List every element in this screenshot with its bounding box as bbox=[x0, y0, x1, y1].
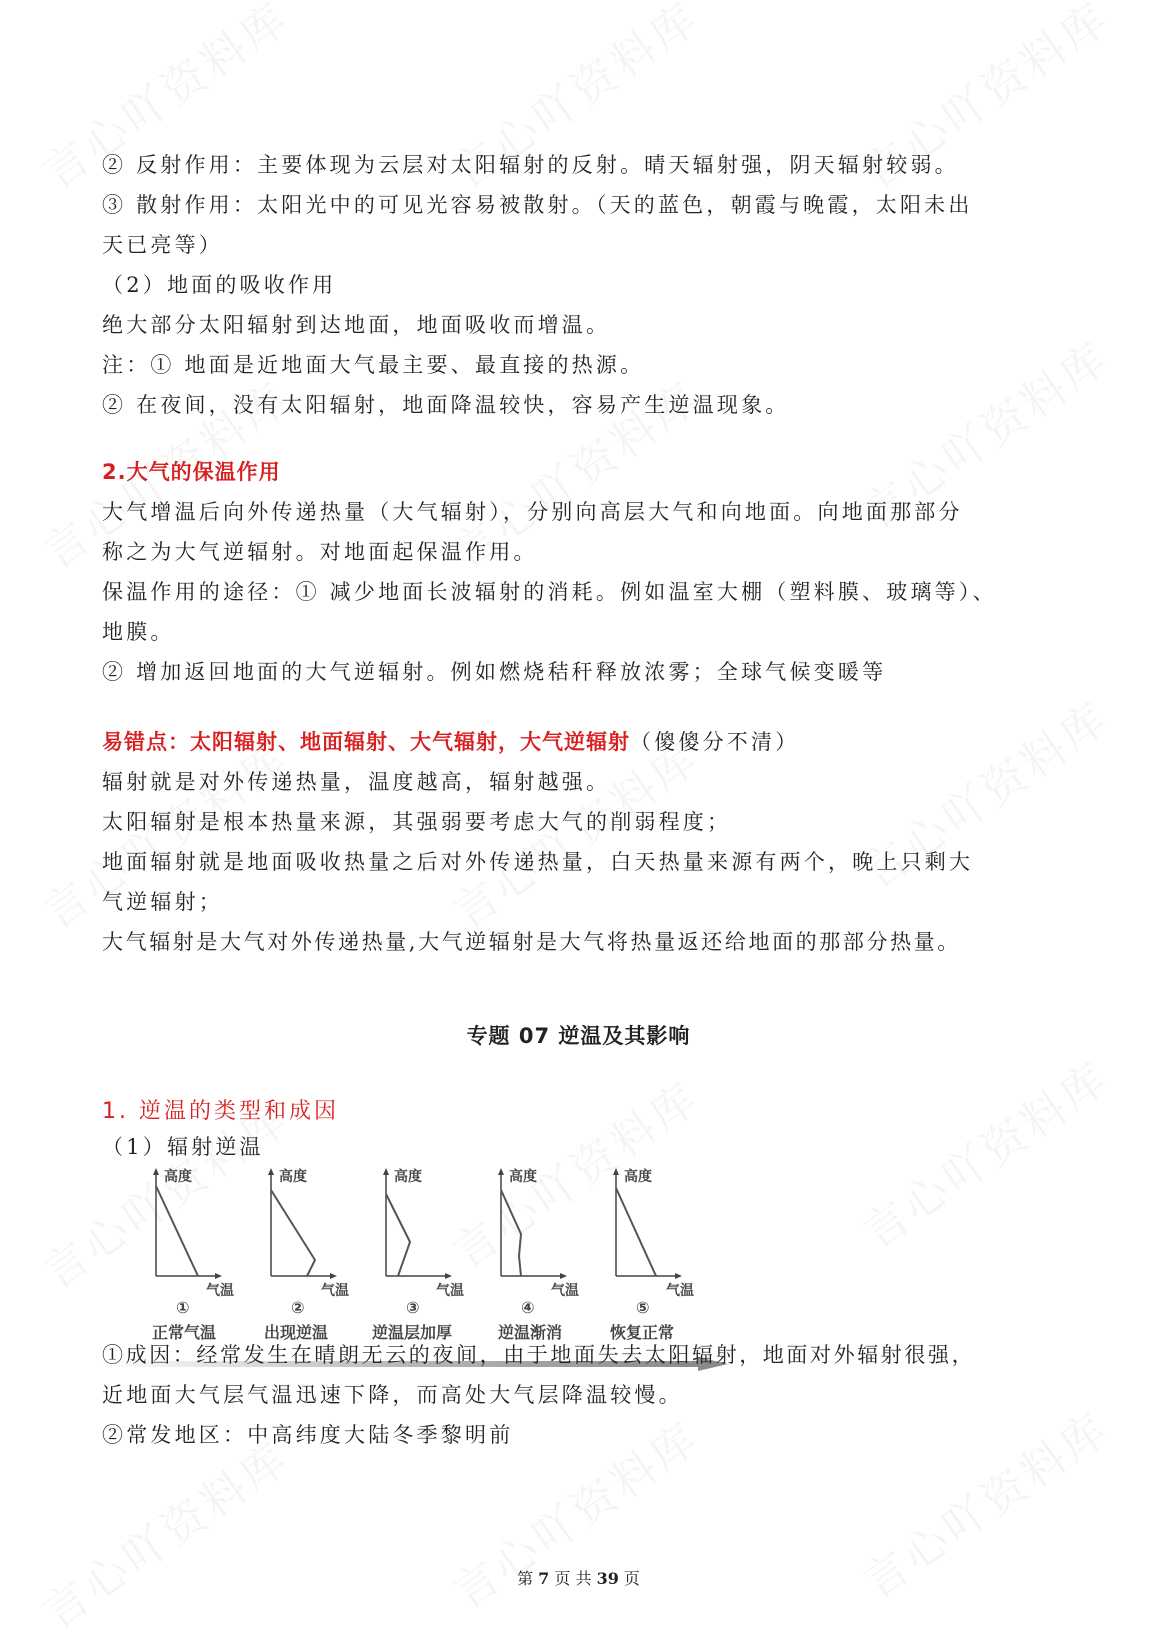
paragraph-reflection: ② 反射作用：主要体现为云层对太阳辐射的反射。晴天辐射强，阴天辐射较弱。 bbox=[102, 153, 959, 177]
paragraph-region: ②常发地区：中高纬度大陆冬季黎明前 bbox=[102, 1423, 514, 1447]
paragraph-scattering-cont: 天已亮等） bbox=[102, 233, 223, 257]
section-heading-inversion-types: 1. 逆温的类型和成因 bbox=[102, 1099, 339, 1124]
stage-label: 正常气温 bbox=[152, 1323, 217, 1342]
stage-label: 恢复正常 bbox=[610, 1323, 675, 1342]
profile-chart-icon bbox=[150, 1168, 260, 1288]
diagram-panel-4 bbox=[495, 1168, 605, 1338]
x-axis-label: 气温 bbox=[551, 1283, 579, 1299]
watermark bbox=[28, 1423, 301, 1641]
panel-number: ① bbox=[176, 1298, 190, 1317]
profile-chart-icon bbox=[380, 1168, 490, 1288]
stage-label: 逆温层加厚 bbox=[372, 1323, 453, 1342]
y-axis-label: 高度 bbox=[624, 1169, 652, 1185]
paragraph: 地面辐射就是地面吸收热量之后对外传递热量，白天热量来源有两个，晚上只剩大 bbox=[102, 850, 974, 874]
diagram-panel-2 bbox=[265, 1168, 375, 1338]
paragraph: 辐射就是对外传递热量，温度越高，辐射越强。 bbox=[102, 770, 611, 794]
x-axis-label: 气温 bbox=[206, 1283, 234, 1299]
paragraph: ② 增加返回地面的大气逆辐射。例如燃烧秸秆释放浓雾；全球气候变暖等 bbox=[102, 660, 887, 684]
diagram-panel-1 bbox=[150, 1168, 260, 1338]
paragraph: 地膜。 bbox=[102, 620, 175, 644]
profile-chart-icon bbox=[495, 1168, 605, 1288]
y-axis-label: 高度 bbox=[509, 1169, 537, 1185]
paragraph: 称之为大气逆辐射。对地面起保温作用。 bbox=[102, 540, 538, 564]
footer-text: 页 共 bbox=[549, 1569, 597, 1588]
footer-text: 第 bbox=[517, 1569, 539, 1588]
subheading-ground-absorption: （2）地面的吸收作用 bbox=[102, 273, 337, 297]
note-1: 注：① 地面是近地面大气最主要、最直接的热源。 bbox=[102, 353, 645, 377]
paragraph: 气逆辐射； bbox=[102, 890, 223, 914]
y-axis-label: 高度 bbox=[279, 1169, 307, 1185]
paragraph: 大气增温后向外传递热量（大气辐射），分别向高层大气和向地面。向地面那部分 bbox=[102, 500, 963, 524]
profile-chart-icon bbox=[265, 1168, 375, 1288]
stage-label: 出现逆温 bbox=[264, 1323, 329, 1342]
paragraph: 保温作用的途径：① 减少地面长波辐射的消耗。例如温室大棚（塑料膜、玻璃等）、 bbox=[102, 580, 997, 604]
page-total: 39 bbox=[596, 1569, 619, 1588]
paragraph: 大气辐射是大气对外传递热量,大气逆辐射是大气将热量返还给地面的那部分热量。 bbox=[102, 930, 961, 954]
panel-number: ④ bbox=[521, 1298, 535, 1317]
diagram-panel-5 bbox=[610, 1168, 720, 1338]
x-axis-label: 气温 bbox=[666, 1283, 694, 1299]
panel-number: ③ bbox=[406, 1298, 420, 1317]
paragraph-scattering: ③ 散射作用：太阳光中的可见光容易被散射。（天的蓝色，朝霞与晚霞，太阳未出 bbox=[102, 193, 973, 217]
profile-chart-icon bbox=[610, 1168, 720, 1288]
note-2: ② 在夜间，没有太阳辐射，地面降温较快，容易产生逆温现象。 bbox=[102, 393, 790, 417]
page-footer bbox=[0, 1566, 1157, 1589]
section-heading-insulation: 2.大气的保温作用 bbox=[102, 460, 281, 484]
page-number: 7 bbox=[538, 1569, 550, 1588]
pitfall-label: 易错点：太阳辐射、地面辐射、大气辐射，大气逆辐射 bbox=[102, 730, 630, 754]
diagram-panel-3 bbox=[380, 1168, 490, 1338]
x-axis-label: 气温 bbox=[436, 1283, 464, 1299]
x-axis-label: 气温 bbox=[321, 1283, 349, 1299]
topic-title: 专题 07 逆温及其影响 bbox=[466, 1024, 691, 1048]
footer-text: 页 bbox=[618, 1569, 640, 1588]
panel-number: ⑤ bbox=[636, 1298, 650, 1317]
subheading-radiation-inversion: （1）辐射逆温 bbox=[102, 1135, 264, 1159]
pitfall-heading bbox=[102, 727, 799, 757]
paragraph-absorption: 绝大部分太阳辐射到达地面，地面吸收而增温。 bbox=[102, 313, 611, 337]
y-axis-label: 高度 bbox=[394, 1169, 422, 1185]
pitfall-note: （傻傻分不清） bbox=[630, 730, 800, 754]
panel-number: ② bbox=[291, 1298, 305, 1317]
paragraph-cause: ①成因：经常发生在晴朗无云的夜间，由于地面失去太阳辐射，地面对外辐射很强， bbox=[102, 1343, 976, 1367]
paragraph: 太阳辐射是根本热量来源，其强弱要考虑大气的削弱程度； bbox=[102, 810, 732, 834]
watermark bbox=[848, 1043, 1121, 1261]
paragraph-cause-cont: 近地面大气层气温迅速下降，而高处大气层降温较慢。 bbox=[102, 1383, 683, 1407]
stage-label: 逆温渐消 bbox=[498, 1323, 563, 1342]
y-axis-label: 高度 bbox=[164, 1169, 192, 1185]
